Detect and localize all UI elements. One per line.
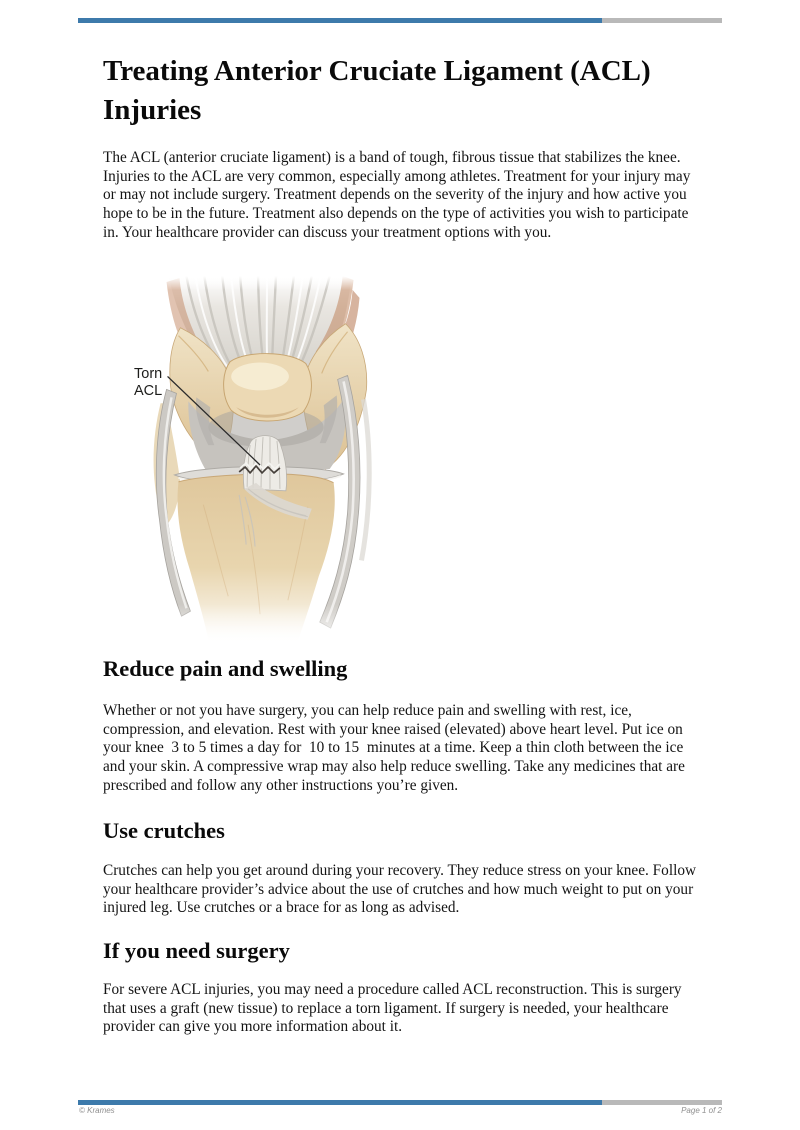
section-body-if-you-need-surgery: For severe ACL injuries, you may need a procedure called ACL reconstruction. This is surgery that uses a graft (new tissue) to replace a torn ligament. If surgery is needed, your healthcare provider can give you more information about it. xyxy=(103,981,686,1036)
header-rule xyxy=(78,18,722,23)
torn-acl-knee-illustration xyxy=(108,276,428,644)
page-title: Treating Anterior Cruciate Ligament (ACL) Injuries xyxy=(103,55,651,126)
intro-paragraph: The ACL (anterior cruciate ligament) is a band of tough, fibrous tissue that stabilizes the knee. Injuries to the ACL are very common, especially among athletes. Treatment for your injury may or may not include surgery. Treatment depends on the severity of the injury and how active you hope to be in the future. Treatment also depends on the type of activities you wish to participate in. Your healthcare provider can discuss your treatment options with you. xyxy=(103,149,695,241)
section-heading-use-crutches: Use crutches xyxy=(103,818,225,843)
section-heading-if-you-need-surgery: If you need surgery xyxy=(103,938,290,963)
footer-page-number: Page 1 of 2 xyxy=(681,1106,722,1115)
top-fade xyxy=(109,276,427,290)
header-rule-blue-segment xyxy=(78,18,602,23)
section-heading-reduce-pain: Reduce pain and swelling xyxy=(103,656,348,681)
bottom-fade xyxy=(109,604,427,644)
section-body-reduce-pain: Whether or not you have surgery, you can help reduce pain and swelling with rest, ice, compression, and elevation. Rest with your knee raised (elevated) above heart level. Put ice on your knee 3 to 5 times a day for 10 to 15 minutes at a time. Keep a thin cloth between the ice and your skin. A compressive wrap may also help reduce swelling. Take any medicines that are prescribed and follow any other instructions you’re given. xyxy=(103,702,689,794)
footer-rule-gray-segment xyxy=(602,1100,722,1105)
patella-highlight xyxy=(231,363,289,391)
knee-illustration-figure xyxy=(108,276,428,644)
header-rule-gray-segment xyxy=(602,18,722,23)
section-body-use-crutches: Crutches can help you get around during your recovery. They reduce stress on your knee. Follow your healthcare provider’s advice about the use of crutches and how much weight to put on your injured leg. Use crutches or a brace for as long as advised. xyxy=(103,862,700,917)
joint-capsule-edge xyxy=(361,399,369,560)
torn-acl-label: Torn ACL xyxy=(134,366,163,399)
footer-rule xyxy=(78,1100,722,1105)
footer-rule-blue-segment xyxy=(78,1100,602,1105)
footer-copyright: © Krames xyxy=(79,1106,115,1115)
